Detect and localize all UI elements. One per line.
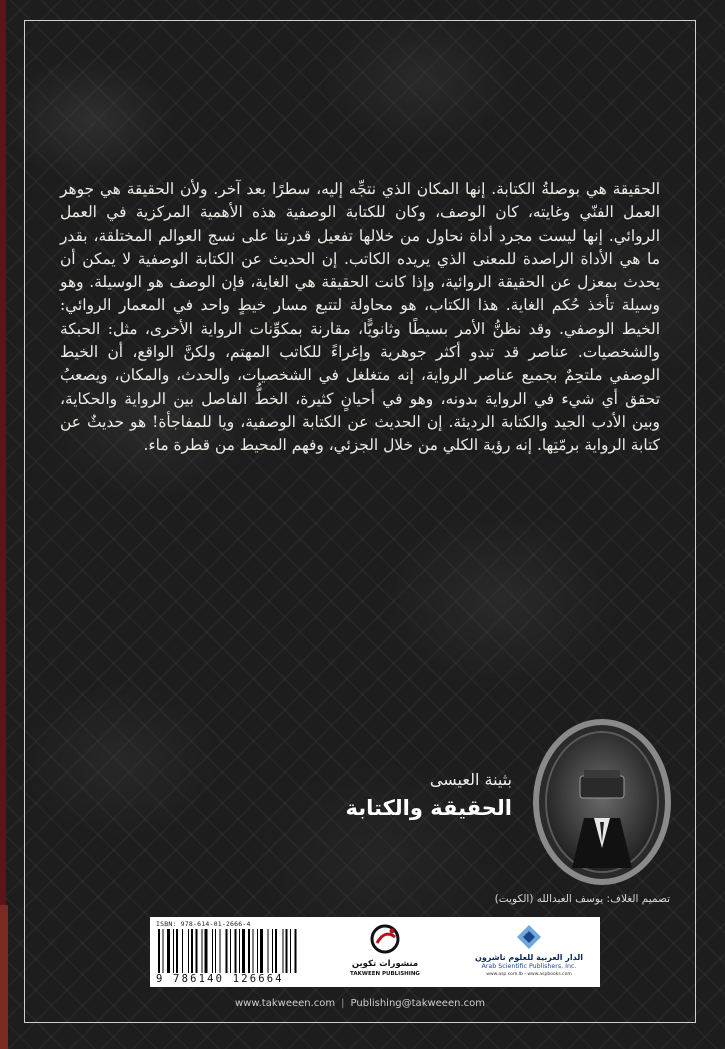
asp-name-ar: الدار العربية للعلوم ناشرون	[474, 953, 583, 962]
asp-website: www.asp.com.lb - www.aspbooks.com	[486, 972, 572, 977]
asp-name-en: Arab Scientific Publishers, Inc.	[481, 963, 577, 970]
footer-email[interactable]: Publishing@takweeen.com	[350, 998, 485, 1009]
isbn-label: ISBN: 978-614-01-2666-4	[156, 920, 251, 928]
cover-design-credit: تصميم الغلاف: يوسف العبدالله (الكويت)	[494, 893, 670, 905]
author-name: بثينة العيسى	[429, 770, 512, 789]
takween-name-en: TAKWEEN PUBLISHING	[350, 971, 420, 977]
takween-logo-icon	[365, 923, 405, 957]
takween-name-ar: منشورات تكوين	[351, 959, 419, 969]
spine-edge	[0, 0, 6, 1049]
footer-separator: |	[341, 998, 345, 1009]
book-title: الحقيقة والكتابة	[345, 796, 512, 820]
takween-logo	[350, 923, 420, 983]
isbn-digits: 9 786140 126664	[156, 973, 284, 985]
blurb-text: الحقيقة هي بوصلةُ الكتابة. إنها المكان الذي نتجِّه إليه، سطرًا بعد آخر. ولأن الحقيقة هي جوهر العمل الفنّي وغايته، كان الوصف، وكان للكتابة الوصفية هذه الأهمية المركزية في العمل الروائي. إنها ليست مجرد أداة نحاول من خلالها تفعيل قدرتنا على نسج العوالم المختلقة، بقدر ما هي الأداة الراصدة للمعنى الذي يريده الكاتب. إن الحديث عن الكتابة الوصفية لا يمكن أن يحدث بمعزل عن الحقيقة الروائية، وإذا كانت الحقيقة هي الغاية، فإن الوصف هو الوسيلة. وهو وسيلة تأخذ حُكم الغاية. هذا الكتاب، هو محاولة لتتبع مسار خيطٍ واحد في المعمار الروائي: الخيط الوصفي. وقد نظنُّ الأمر بسيطًا وثانويًّا، مقارنة بمكوِّنات الرواية الأخرى، مثل: الحبكة والشخصيات. عناصر قد تبدو أكثر جوهرية وإغراءً للكاتب المهتم، ولكنَّ الواقع، أن الخيط الوصفي ملتحِمٌ بجميع عناصر الرواية، إنه متغلغل في الشخصيات، والحدث، والمكان، ويصعبُ تحقق أي شيء في الرواية بدونه، وهو في أحيانٍ كثيرة، الخطُّ الفاصل بين الرواية والحكاية، وبين الأدب الجيد والكتابة الرديئة. إن الحديث عن الكتابة الوصفية، ويا للمفاجأة! هو حديثٌ عن كتابة الرواية برمّتِها. إنه رؤية الكلي من خلال الجزئي، وفهم المحيط من قطرة ماء.	[60, 180, 660, 455]
asp-logo	[465, 923, 593, 983]
spine-edge-accent	[0, 905, 8, 1049]
footer-contact	[140, 998, 580, 1009]
asp-logo-icon	[465, 923, 593, 951]
isbn-barcode	[156, 929, 336, 973]
framed-portrait-illustration	[532, 718, 672, 886]
footer-website[interactable]: www.takweeen.com	[235, 998, 336, 1009]
publisher-info-box	[150, 917, 600, 987]
